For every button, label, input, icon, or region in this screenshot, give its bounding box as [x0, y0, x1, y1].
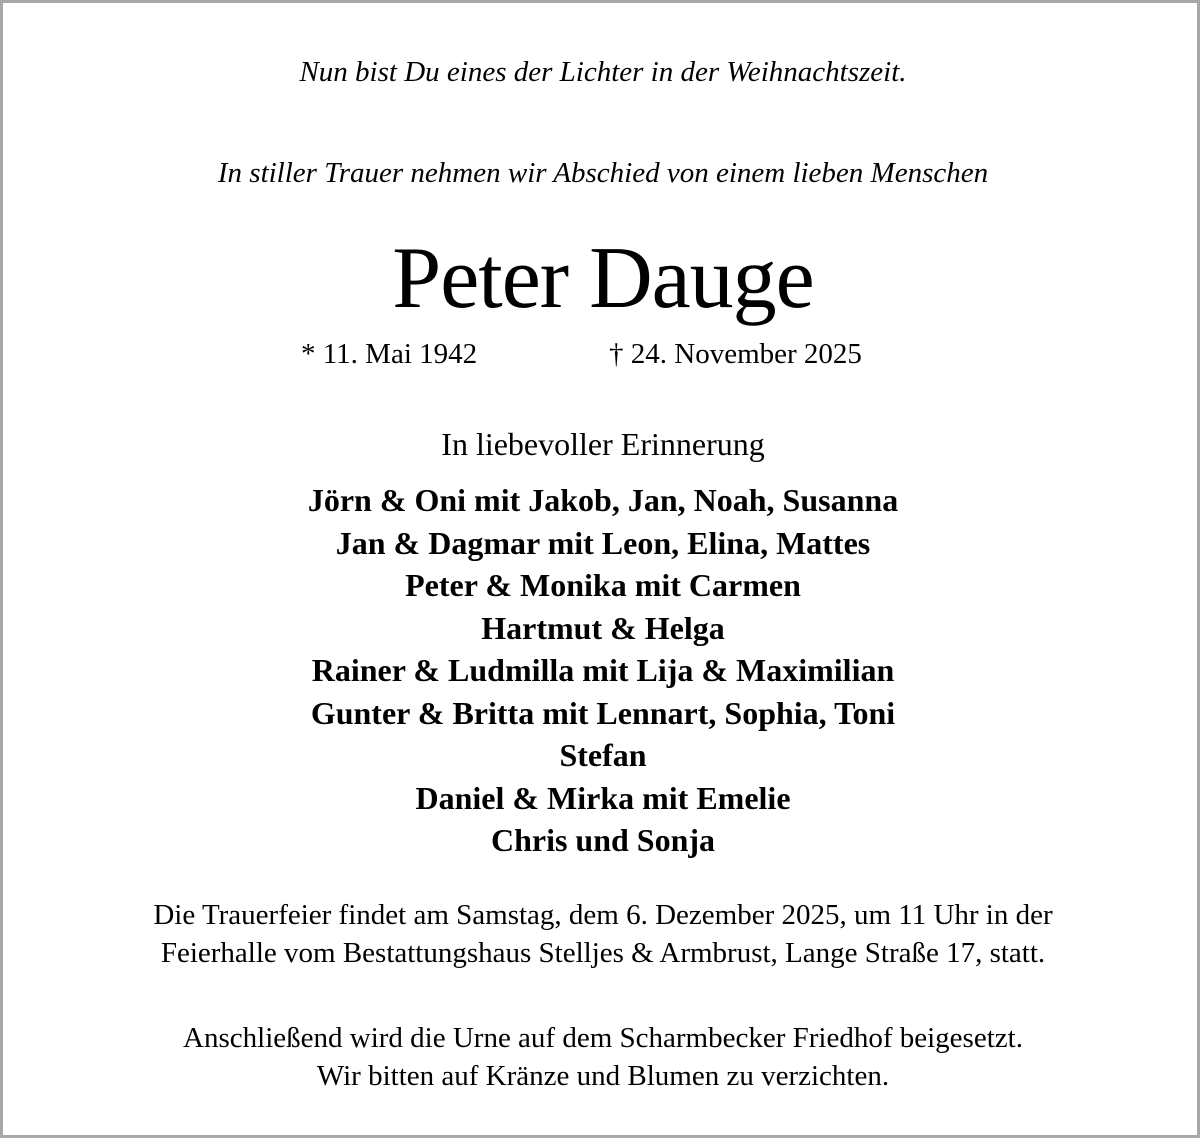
mourner-entry: Jörn & Oni mit Jakob, Jan, Noah, Susanna [307, 482, 899, 518]
burial-paragraph [3, 1019, 1200, 1095]
mourner-entry: Rainer & Ludmilla mit Lija & Maximilian [311, 652, 895, 688]
mourner-entry: Stefan [559, 737, 647, 773]
motto-line: Nun bist Du eines der Lichter in der Weihnachtszeit. [299, 56, 907, 88]
intro-line: In stiller Trauer nehmen wir Abschied von einem lieben Menschen [217, 157, 989, 189]
burial-line: Wir bitten auf Kränze und Blumen zu verzichten. [316, 1060, 890, 1092]
burial-line: Anschließend wird die Urne auf dem Scharmbecker Friedhof beigesetzt. [183, 1022, 1023, 1054]
memory-line: In liebevoller Erinnerung [441, 426, 765, 462]
mourners-list [3, 479, 1200, 862]
service-line: Feierhalle vom Bestattungshaus Stelljes & Armbrust, Lange Straße 17, statt. [160, 937, 1046, 969]
mourner-entry: Daniel & Mirka mit Emelie [415, 779, 791, 816]
deceased-name: Peter Dauge [392, 230, 814, 327]
mourner-entry: Hartmut & Helga [481, 609, 725, 646]
service-paragraph [3, 896, 1200, 972]
mourner-entry: Chris und Sonja [490, 822, 716, 858]
death-date: † 24. November 2025 [609, 338, 862, 370]
mourner-entry: Gunter & Britta mit Lennart, Sophia, Toni [310, 694, 896, 731]
mourner-entry: Jan & Dagmar mit Leon, Elina, Mattes [335, 524, 871, 561]
mourner-entry: Peter & Monika mit Carmen [405, 567, 801, 603]
service-line: Die Trauerfeier findet am Samstag, dem 6. Dezember 2025, um 11 Uhr in der [153, 899, 1053, 931]
birth-date: * 11. Mai 1942 [301, 338, 478, 370]
